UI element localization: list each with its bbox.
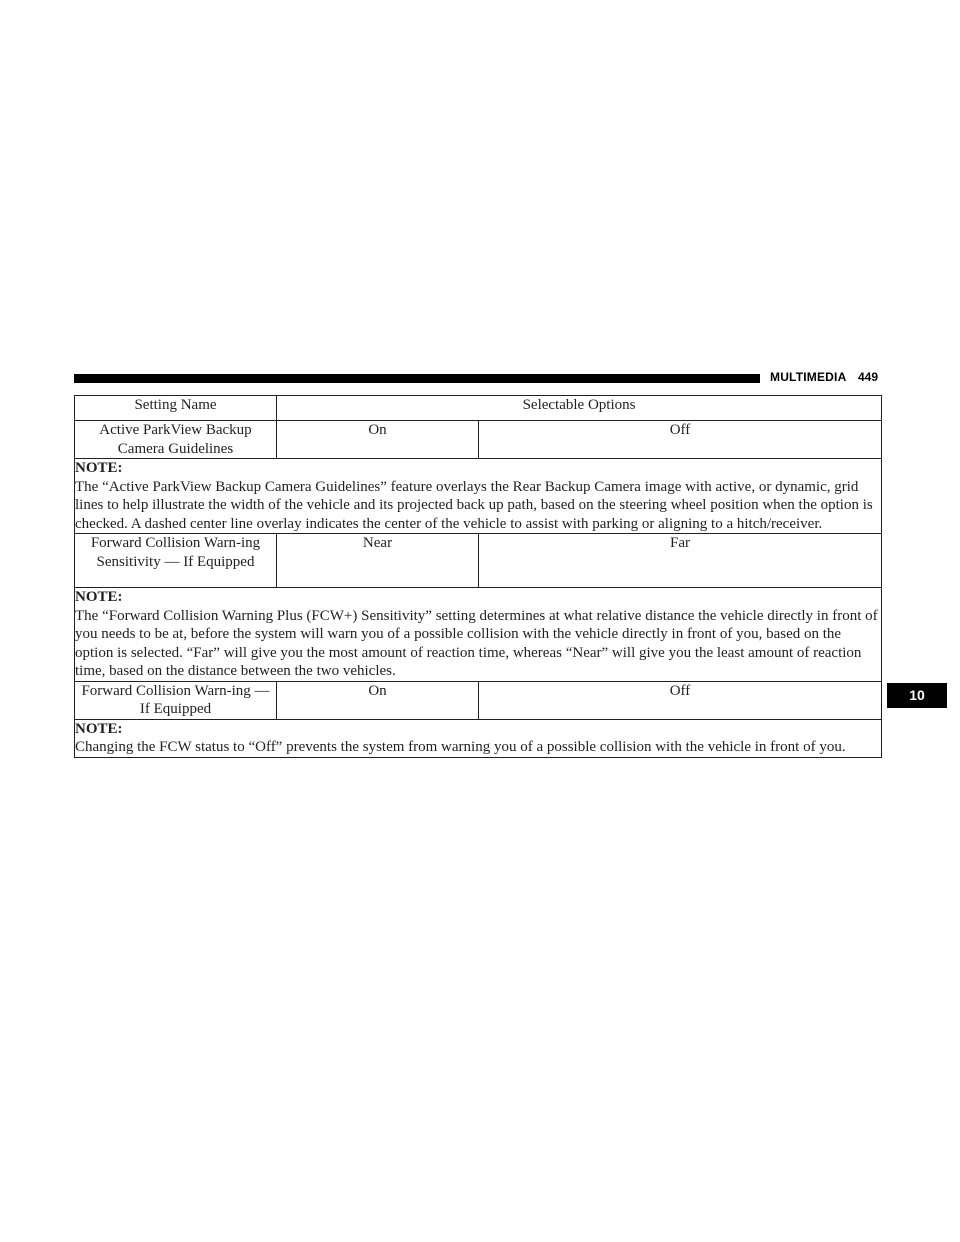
table-row (75, 719, 882, 757)
option-cell: Off (479, 681, 882, 719)
table-row (75, 534, 882, 588)
page-number: 449 (858, 370, 879, 384)
table-row (75, 588, 882, 682)
option-cell: Far (479, 534, 882, 588)
table-header-row (75, 396, 882, 421)
note-cell (75, 588, 882, 682)
note-text: The “Forward Collision Warning Plus (FCW+) Sensitivity” setting determines at what relative distance the vehicle directly in front of you needs to be at, before the system will warn you of a possible collision with the vehicle directly in front of you, based on the option is selected. “Far” will give you the most amount of reaction time, whereas “Near” will give you the least amount of reaction time, based on the distance between the two vehicles. (75, 607, 878, 679)
note-label: NOTE: (75, 720, 123, 737)
note-label: NOTE: (75, 460, 123, 476)
settings-table (74, 395, 882, 758)
setting-name-cell: Forward Collision Warn-ing Sensitivity — If Equipped (75, 534, 277, 588)
table-row (75, 459, 882, 534)
header-rule (74, 374, 760, 383)
chapter-tab: 10 (887, 683, 947, 708)
note-text: Changing the FCW status to “Off” prevents the system from warning you of a possible collision with the vehicle in front of you. (75, 739, 846, 755)
setting-name-cell: Forward Collision Warn-ing — If Equipped (75, 681, 277, 719)
option-cell: On (277, 681, 479, 719)
option-cell: Near (277, 534, 479, 588)
setting-name-cell: Active ParkView Backup Camera Guidelines (75, 421, 277, 459)
option-cell: Off (479, 421, 882, 459)
table-row (75, 421, 882, 459)
section-title: MULTIMEDIA (770, 370, 847, 384)
note-label: NOTE: (75, 589, 123, 605)
column-header-setting-name: Setting Name (75, 396, 277, 421)
column-header-selectable-options: Selectable Options (277, 396, 882, 421)
note-cell (75, 719, 882, 757)
option-cell: On (277, 421, 479, 459)
note-cell (75, 459, 882, 534)
table-row (75, 681, 882, 719)
note-text: The “Active ParkView Backup Camera Guidelines” feature overlays the Rear Backup Camera image with active, or dynamic, grid lines to help illustrate the width of the vehicle and its projected back up path, based on the steering wheel position when the option is checked. A dashed center line overlay indicates the center of the vehicle to assist with parking or aligning to a hitch/receiver. (75, 478, 873, 532)
